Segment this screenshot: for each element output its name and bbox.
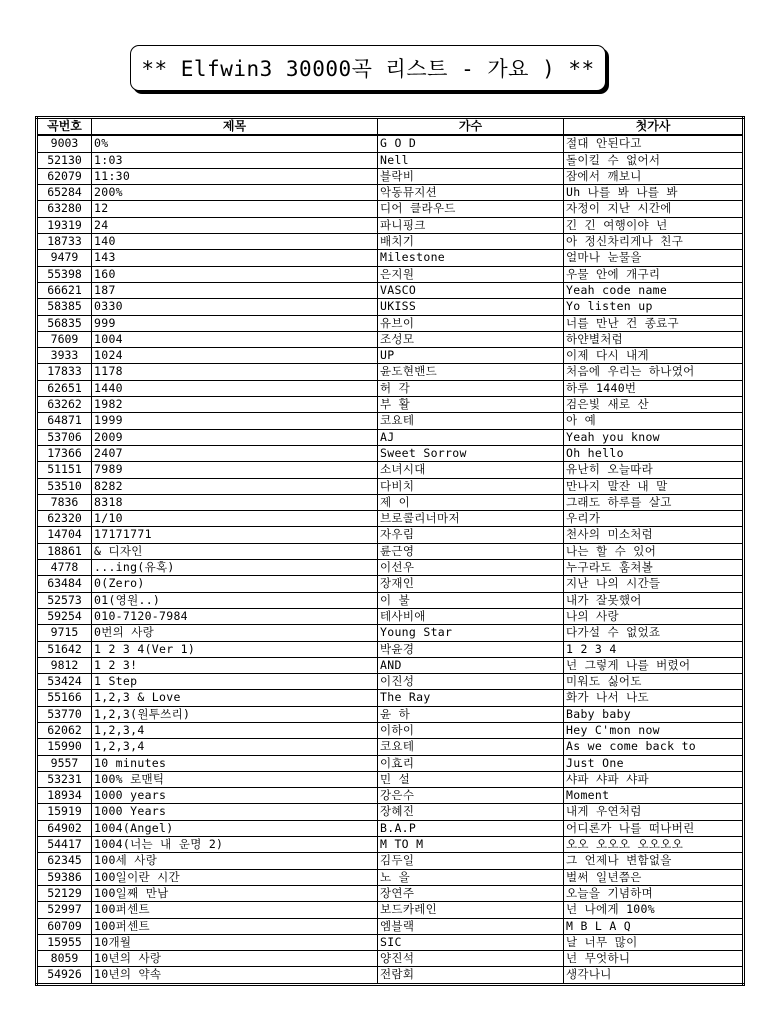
song-title-cell: 1004(너는 내 운명 2)	[92, 837, 378, 853]
song-number-cell: 63484	[37, 576, 92, 592]
artist-cell: The Ray	[378, 690, 564, 706]
song-number-cell: 9812	[37, 657, 92, 673]
artist-cell: 배치기	[378, 234, 564, 250]
first-lyric-cell: 1 2 3 4	[564, 641, 744, 657]
song-title-cell: 10년의 약속	[92, 967, 378, 984]
table-row	[37, 543, 744, 559]
table-row	[37, 934, 744, 950]
song-title-cell: 140	[92, 234, 378, 250]
table-row	[37, 397, 744, 413]
table-row	[37, 706, 744, 722]
first-lyric-cell: 절대 안된다고	[564, 135, 744, 152]
artist-cell: 브로콜리너마저	[378, 511, 564, 527]
header-first-lyric: 첫가사	[564, 118, 744, 136]
table-row	[37, 250, 744, 266]
song-title-cell: 0%	[92, 135, 378, 152]
first-lyric-cell: 오늘을 기념하며	[564, 885, 744, 901]
artist-cell: AJ	[378, 429, 564, 445]
table-row	[37, 820, 744, 836]
song-number-cell: 9479	[37, 250, 92, 266]
table-row	[37, 657, 744, 673]
song-number-cell: 53424	[37, 674, 92, 690]
table-row	[37, 739, 744, 755]
table-row	[37, 348, 744, 364]
first-lyric-cell: 미워도 싫어도	[564, 674, 744, 690]
song-title-cell: 11:30	[92, 168, 378, 184]
song-title-cell: 1178	[92, 364, 378, 380]
table-row	[37, 853, 744, 869]
table-row	[37, 185, 744, 201]
artist-cell: 테사비애	[378, 608, 564, 624]
first-lyric-cell: 검은빛 새로 산	[564, 397, 744, 413]
first-lyric-cell: 천사의 미소처럼	[564, 527, 744, 543]
artist-cell: 노 을	[378, 869, 564, 885]
artist-cell: 이하이	[378, 722, 564, 738]
song-title-cell: 010-7120-7984	[92, 608, 378, 624]
first-lyric-cell: 샤파 샤파 샤파	[564, 771, 744, 787]
artist-cell: 소녀시대	[378, 462, 564, 478]
artist-cell: 보드카레인	[378, 902, 564, 918]
song-title-cell: 12	[92, 201, 378, 217]
song-title-cell: & 디자인	[92, 543, 378, 559]
song-title-cell: 2407	[92, 445, 378, 461]
first-lyric-cell: 긴 긴 여행이야 넌	[564, 217, 744, 233]
artist-cell: 윤 하	[378, 706, 564, 722]
table-row	[37, 135, 744, 152]
song-number-cell: 19319	[37, 217, 92, 233]
first-lyric-cell: 나는 할 수 있어	[564, 543, 744, 559]
song-title-cell: 01(영원..)	[92, 592, 378, 608]
table-row	[37, 445, 744, 461]
table-row	[37, 641, 744, 657]
artist-cell: 제 이	[378, 494, 564, 510]
song-title-cell: 1440	[92, 380, 378, 396]
song-number-cell: 51642	[37, 641, 92, 657]
song-title-cell: 8282	[92, 478, 378, 494]
song-list-table	[35, 116, 745, 986]
song-number-cell: 4778	[37, 560, 92, 576]
song-number-cell: 15990	[37, 739, 92, 755]
song-title-cell: 100일째 만남	[92, 885, 378, 901]
artist-cell: B.A.P	[378, 820, 564, 836]
table-row	[37, 788, 744, 804]
song-number-cell: 56835	[37, 315, 92, 331]
table-row	[37, 168, 744, 184]
artist-cell: 장연주	[378, 885, 564, 901]
first-lyric-cell: 벌써 일년쯤은	[564, 869, 744, 885]
artist-cell: 민 설	[378, 771, 564, 787]
first-lyric-cell: M B L A Q	[564, 918, 744, 934]
song-title-cell: ...ing(유혹)	[92, 560, 378, 576]
artist-cell: Sweet Sorrow	[378, 445, 564, 461]
first-lyric-cell: Baby baby	[564, 706, 744, 722]
song-title-cell: 2009	[92, 429, 378, 445]
table-row	[37, 918, 744, 934]
artist-cell: 부 활	[378, 397, 564, 413]
artist-cell: UP	[378, 348, 564, 364]
artist-cell: 엠블랙	[378, 918, 564, 934]
table-row	[37, 266, 744, 282]
song-number-cell: 54926	[37, 967, 92, 984]
artist-cell: 이효리	[378, 755, 564, 771]
song-number-cell: 15919	[37, 804, 92, 820]
song-title-cell: 10개월	[92, 934, 378, 950]
song-number-cell: 66621	[37, 282, 92, 298]
first-lyric-cell: 날 너무 많이	[564, 934, 744, 950]
first-lyric-cell: 너를 만난 건 종료구	[564, 315, 744, 331]
artist-cell: Nell	[378, 152, 564, 168]
artist-cell: 장재인	[378, 576, 564, 592]
song-title-cell: 1999	[92, 413, 378, 429]
song-title-cell: 143	[92, 250, 378, 266]
song-number-cell: 9715	[37, 625, 92, 641]
first-lyric-cell: 누구라도 훔쳐볼	[564, 560, 744, 576]
first-lyric-cell: 넌 그렇게 나를 버렸어	[564, 657, 744, 673]
song-number-cell: 64902	[37, 820, 92, 836]
song-number-cell: 62345	[37, 853, 92, 869]
first-lyric-cell: 유난히 오늘따라	[564, 462, 744, 478]
artist-cell: M TO M	[378, 837, 564, 853]
first-lyric-cell: 아 예	[564, 413, 744, 429]
song-number-cell: 53770	[37, 706, 92, 722]
song-number-cell: 52573	[37, 592, 92, 608]
table-row	[37, 429, 744, 445]
song-title-cell: 1,2,3,4	[92, 722, 378, 738]
song-number-cell: 18733	[37, 234, 92, 250]
table-row	[37, 902, 744, 918]
song-title-cell: 0번의 사랑	[92, 625, 378, 641]
song-number-cell: 62651	[37, 380, 92, 396]
song-title-cell: 0(Zero)	[92, 576, 378, 592]
song-number-cell: 59386	[37, 869, 92, 885]
song-number-cell: 53231	[37, 771, 92, 787]
song-title-cell: 1 2 3!	[92, 657, 378, 673]
song-number-cell: 62320	[37, 511, 92, 527]
artist-cell: 이선우	[378, 560, 564, 576]
table-body	[37, 135, 744, 984]
song-title-cell: 1000 Years	[92, 804, 378, 820]
song-title-cell: 1982	[92, 397, 378, 413]
song-title-cell: 187	[92, 282, 378, 298]
first-lyric-cell: 아 정신차리게나 친구	[564, 234, 744, 250]
table-row	[37, 282, 744, 298]
first-lyric-cell: Yo listen up	[564, 299, 744, 315]
artist-cell: 강은수	[378, 788, 564, 804]
song-number-cell: 14704	[37, 527, 92, 543]
song-title-cell: 1 Step	[92, 674, 378, 690]
song-title-cell: 1024	[92, 348, 378, 364]
first-lyric-cell: 내가 잘못했어	[564, 592, 744, 608]
song-title-cell: 1 2 3 4(Ver 1)	[92, 641, 378, 657]
song-number-cell: 63262	[37, 397, 92, 413]
song-title-cell: 1004	[92, 331, 378, 347]
table-row	[37, 804, 744, 820]
table-row	[37, 331, 744, 347]
artist-cell: 전람회	[378, 967, 564, 984]
table-row	[37, 299, 744, 315]
song-number-cell: 59254	[37, 608, 92, 624]
table-row	[37, 560, 744, 576]
song-title-cell: 1/10	[92, 511, 378, 527]
song-number-cell: 64871	[37, 413, 92, 429]
song-number-cell: 58385	[37, 299, 92, 315]
artist-cell: SIC	[378, 934, 564, 950]
song-title-cell: 160	[92, 266, 378, 282]
first-lyric-cell: 그래도 하루를 살고	[564, 494, 744, 510]
table-row	[37, 869, 744, 885]
first-lyric-cell: 넌 무엇하니	[564, 951, 744, 967]
song-number-cell: 55398	[37, 266, 92, 282]
artist-cell: 자우림	[378, 527, 564, 543]
first-lyric-cell: As we come back to	[564, 739, 744, 755]
song-number-cell: 51151	[37, 462, 92, 478]
song-title-cell: 1000 years	[92, 788, 378, 804]
song-number-cell: 53706	[37, 429, 92, 445]
artist-cell: 박윤경	[378, 641, 564, 657]
first-lyric-cell: Uh 나를 봐 나를 봐	[564, 185, 744, 201]
song-number-cell: 8059	[37, 951, 92, 967]
artist-cell: AND	[378, 657, 564, 673]
document-title: ** Elfwin3 30000곡 리스트 - 가요 ) **	[141, 57, 595, 81]
artist-cell: 디어 클라우드	[378, 201, 564, 217]
song-number-cell: 62079	[37, 168, 92, 184]
table-row	[37, 674, 744, 690]
song-number-cell: 3933	[37, 348, 92, 364]
first-lyric-cell: Just One	[564, 755, 744, 771]
artist-cell: Young Star	[378, 625, 564, 641]
song-title-cell: 10년의 사랑	[92, 951, 378, 967]
artist-cell: 김두일	[378, 853, 564, 869]
first-lyric-cell: 우리가	[564, 511, 744, 527]
first-lyric-cell: 얼마나 눈물을	[564, 250, 744, 266]
table-header	[37, 118, 744, 136]
table-row	[37, 413, 744, 429]
first-lyric-cell: 그 언제나 변함없을	[564, 853, 744, 869]
artist-cell: 코요테	[378, 413, 564, 429]
song-title-cell: 0330	[92, 299, 378, 315]
table-row	[37, 690, 744, 706]
song-title-cell: 24	[92, 217, 378, 233]
song-title-cell: 100퍼센트	[92, 918, 378, 934]
song-number-cell: 65284	[37, 185, 92, 201]
artist-cell: 륜근영	[378, 543, 564, 559]
header-title: 제목	[92, 118, 378, 136]
song-number-cell: 18861	[37, 543, 92, 559]
document-title-box	[130, 45, 606, 91]
artist-cell: G O D	[378, 135, 564, 152]
artist-cell: 양진석	[378, 951, 564, 967]
artist-cell: 악동뮤지션	[378, 185, 564, 201]
artist-cell: 코요테	[378, 739, 564, 755]
first-lyric-cell: 생각나니	[564, 967, 744, 984]
song-number-cell: 52129	[37, 885, 92, 901]
first-lyric-cell: 오오 오오오 오오오오	[564, 837, 744, 853]
artist-cell: 장혜진	[378, 804, 564, 820]
table-row	[37, 462, 744, 478]
artist-cell: 윤도현밴드	[378, 364, 564, 380]
first-lyric-cell: 하루 1440번	[564, 380, 744, 396]
song-title-cell: 100% 로맨틱	[92, 771, 378, 787]
table-row	[37, 967, 744, 984]
table-row	[37, 217, 744, 233]
artist-cell: 이진성	[378, 674, 564, 690]
song-title-cell: 8318	[92, 494, 378, 510]
first-lyric-cell: 어디론가 나를 떠나버린	[564, 820, 744, 836]
song-number-cell: 7609	[37, 331, 92, 347]
song-number-cell: 53510	[37, 478, 92, 494]
song-title-cell: 1004(Angel)	[92, 820, 378, 836]
first-lyric-cell: 넌 나에게 100%	[564, 902, 744, 918]
song-title-cell: 10 minutes	[92, 755, 378, 771]
song-title-cell: 1:03	[92, 152, 378, 168]
table-row	[37, 234, 744, 250]
first-lyric-cell: 잠에서 깨보니	[564, 168, 744, 184]
table-row	[37, 315, 744, 331]
table-row	[37, 722, 744, 738]
header-artist: 가수	[378, 118, 564, 136]
song-number-cell: 54417	[37, 837, 92, 853]
first-lyric-cell: Oh hello	[564, 445, 744, 461]
first-lyric-cell: 다가설 수 없었죠	[564, 625, 744, 641]
song-number-cell: 60709	[37, 918, 92, 934]
artist-cell: 유브이	[378, 315, 564, 331]
first-lyric-cell: 지난 나의 시간들	[564, 576, 744, 592]
artist-cell: 파니핑크	[378, 217, 564, 233]
song-number-cell: 18934	[37, 788, 92, 804]
table-row	[37, 755, 744, 771]
table-row	[37, 364, 744, 380]
song-title-cell: 100세 사랑	[92, 853, 378, 869]
song-title-cell: 1,2,3,4	[92, 739, 378, 755]
artist-cell: 허 각	[378, 380, 564, 396]
song-number-cell: 17833	[37, 364, 92, 380]
table-row	[37, 885, 744, 901]
artist-cell: 블락비	[378, 168, 564, 184]
first-lyric-cell: Moment	[564, 788, 744, 804]
song-title-cell: 1,2,3 & Love	[92, 690, 378, 706]
table-row	[37, 511, 744, 527]
artist-cell: 다비치	[378, 478, 564, 494]
song-number-cell: 9003	[37, 135, 92, 152]
table-row	[37, 201, 744, 217]
song-title-cell: 999	[92, 315, 378, 331]
song-title-cell: 1,2,3(원투쓰리)	[92, 706, 378, 722]
header-song-number: 곡번호	[37, 118, 92, 136]
artist-cell: 은지원	[378, 266, 564, 282]
table-row	[37, 951, 744, 967]
song-number-cell: 62062	[37, 722, 92, 738]
table-row	[37, 527, 744, 543]
table-row	[37, 152, 744, 168]
table-row	[37, 771, 744, 787]
first-lyric-cell: 내게 우연처럼	[564, 804, 744, 820]
table-row	[37, 625, 744, 641]
header-row	[37, 118, 744, 136]
artist-cell: 이 불	[378, 592, 564, 608]
first-lyric-cell: Yeah you know	[564, 429, 744, 445]
table-row	[37, 608, 744, 624]
song-title-cell: 200%	[92, 185, 378, 201]
first-lyric-cell: 자정이 지난 시간에	[564, 201, 744, 217]
first-lyric-cell: 만나지 말잔 내 말	[564, 478, 744, 494]
table-row	[37, 592, 744, 608]
song-title-cell: 17171771	[92, 527, 378, 543]
first-lyric-cell: Yeah code name	[564, 282, 744, 298]
song-title-cell: 100일이란 시간	[92, 869, 378, 885]
song-number-cell: 15955	[37, 934, 92, 950]
song-number-cell: 7836	[37, 494, 92, 510]
table-row	[37, 478, 744, 494]
table-row	[37, 494, 744, 510]
artist-cell: 조성모	[378, 331, 564, 347]
first-lyric-cell: 이제 다시 내게	[564, 348, 744, 364]
first-lyric-cell: 나의 사랑	[564, 608, 744, 624]
table-row	[37, 837, 744, 853]
first-lyric-cell: 돌이킬 수 없어서	[564, 152, 744, 168]
first-lyric-cell: 처음에 우리는 하나였어	[564, 364, 744, 380]
table-row	[37, 380, 744, 396]
song-number-cell: 52130	[37, 152, 92, 168]
first-lyric-cell: 화가 나서 나도	[564, 690, 744, 706]
first-lyric-cell: 하얀별처럼	[564, 331, 744, 347]
song-number-cell: 9557	[37, 755, 92, 771]
first-lyric-cell: 우물 안에 개구리	[564, 266, 744, 282]
artist-cell: UKISS	[378, 299, 564, 315]
artist-cell: Milestone	[378, 250, 564, 266]
song-title-cell: 7989	[92, 462, 378, 478]
song-number-cell: 55166	[37, 690, 92, 706]
song-title-cell: 100퍼센트	[92, 902, 378, 918]
table-row	[37, 576, 744, 592]
first-lyric-cell: Hey C'mon now	[564, 722, 744, 738]
song-number-cell: 17366	[37, 445, 92, 461]
song-number-cell: 52997	[37, 902, 92, 918]
artist-cell: VASCO	[378, 282, 564, 298]
song-number-cell: 63280	[37, 201, 92, 217]
